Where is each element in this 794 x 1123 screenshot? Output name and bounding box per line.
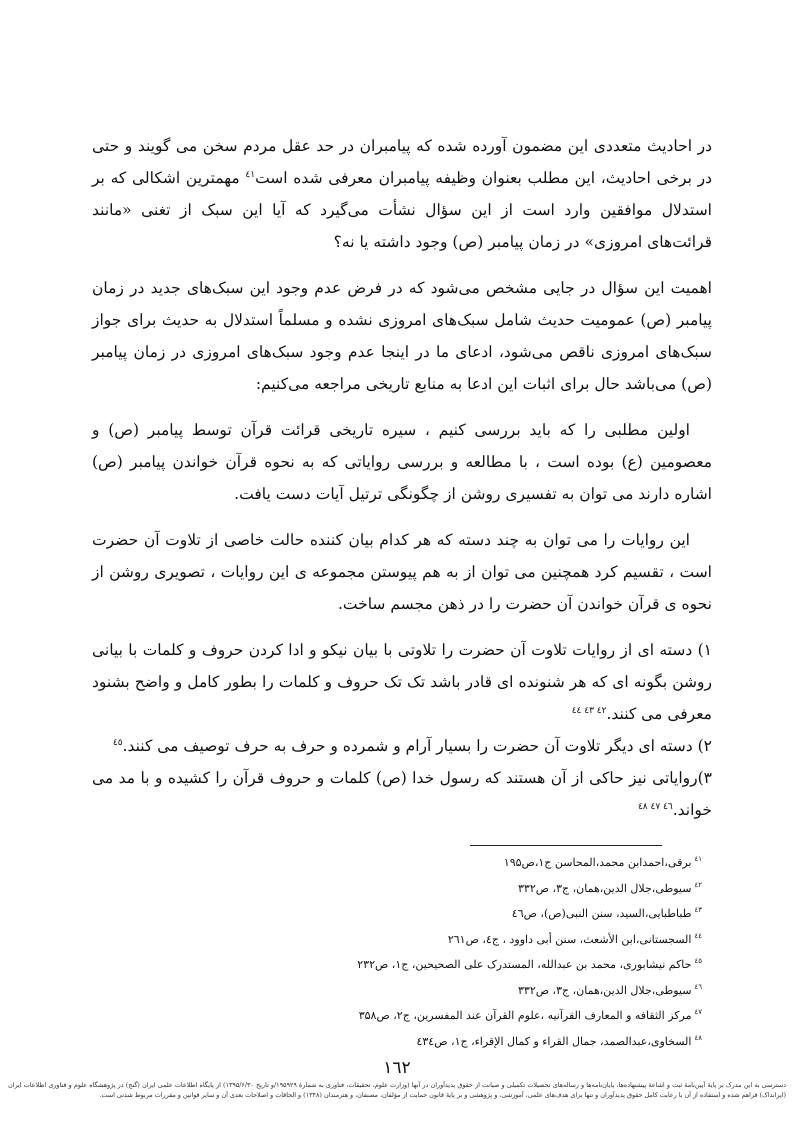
footnote: $^{٤٥}$حاکم نیشابوری، محمد بن عبدالله، المستدرک علی الصحیحین، ج۱، ص۲۳۲: [357, 957, 702, 971]
footnote: $^{٤٧}$مرکز الثقافه و المعارف القرآنیه ،علوم القرآن عند المفسرین، ج۲، ص۳۵۸: [358, 1008, 702, 1022]
footnote-number: ٤٧: [694, 1008, 702, 1017]
footnote-number: ٤٦: [694, 982, 702, 991]
footnote: $^{٤٦}$سیوطی،جلال الدین،همان، ج۳، ص۳۳۲: [518, 982, 702, 997]
footnote-ref[interactable]: ٤٥: [112, 737, 123, 748]
footnote: $^{٤٤}$السجستانی،ابن الأشعث، سنن أبی داوود ، ج٤، ص۲٦۱: [447, 931, 702, 946]
list-item: ٢) دسته ای دیگر تلاوت آن حضرت را بسیار آرام و شمرده و حرف به حرف توصیف می کنند.$^{٤٥}$: [112, 737, 712, 755]
footnote-ref[interactable]: ٤٦ ٤٧ ٤٨: [637, 801, 673, 812]
body-text: [92, 130, 712, 826]
footnotes: [357, 850, 702, 1054]
paragraph: این روایات را می توان به چند دسته که هر کدام بیان کننده حالت خاصی از تلاوت آن حضرت است ، تقسیم کرد همچنین می توان از به هم پیوستن مجموعه ی این روایات ، تصویری روشن از نحوه ی قرآن خواندن آن حضرت را در ذهن مجسم ساخت.: [92, 531, 712, 613]
footnote-number: ٤١: [694, 855, 702, 864]
footnote-number: ٤٢: [694, 880, 702, 889]
footnote-number: ٤٥: [694, 957, 702, 966]
footnote-ref[interactable]: ٤٢ ٤٣ ٤٤: [571, 705, 607, 716]
footnote: $^{٤١}$برقی،احمدابن محمد،المحاسن ج۱،ص۱۹۵: [503, 855, 702, 869]
footnote: $^{٤٣}$طباطبایی،السید، سنن النبی(ص)، ص٤٦: [511, 906, 702, 920]
paragraph: اهمیت این سؤال در جایی مشخص می‌شود که در فرض عدم وجود این سبک‌های جدید در زمان پیامبر (ص) عمومیت حدیث شامل سبک‌های امروزی نشده و مسلماً استدلال به حدیث برای جواز سبک‌های امروزی ناقص می‌شود، ادعای ما در اینجا عدم وجود سبک‌های امروزی در زمان پیامبر (ص) می‌باشد حال برای اثبات این ادعا به منابع تاریخی مراجعه می‌کنیم:: [92, 279, 712, 393]
footnote-ref[interactable]: ٤١: [245, 169, 256, 180]
list-item: ١) دسته ای از روایات تلاوت آن حضرت را تلاوتی با بیان نیکو و ادا کردن حروف و کلمات با بیانی روشن بگونه ای که هر شنونده ای قادر باشد تک تک حروف و کلمات را بطور کامل و واضح بشنود معرفی می کنند.$^{٤٢ ٤٣ ٤٤}$: [92, 641, 712, 723]
list-item: ٣)روایاتی نیز حاکی از آن هستند که رسول خدا (ص) کلمات و حروف قرآن را کشیده و با مد می خواند.$^{٤٦ ٤٧ ٤٨}$: [92, 769, 712, 819]
footnote: $^{٤٨}$السخاوی،عبدالصمد، جمال القراء و کمال الإقراء، ج۱، ص٤۳٤: [416, 1033, 702, 1048]
paragraph: در احادیث متعددی این مضمون آورده شده که پیامبران در حد عقل مردم سخن می گویند و حتی در برخی احادیث، این مطلب بعنوان وظیفه پیامبران معرفی شده است$^{٤١}$ مهمترین اشکالی که بر استدلال موافقین وارد است از این سؤال نشأت می‌گیرد که آیا این سبک از تغنی «مانند قرائت‌های امروزی» در زمان پیامبر (ص) وجود داشته یا نه؟: [92, 137, 712, 251]
paragraph: اولین مطلبی را که باید بررسی کنیم ، سیره تاریخی قرائت قرآن توسط پیامبر (ص) و معصومین (ع) بوده است ، با مطالعه و بررسی روایاتی که به نحوه قرآن خواندن پیامبر (ص) اشاره دارند می توان به تفسیری روشن از چگونگی ترتیل آیات دست یافت.: [92, 421, 712, 503]
footnote-divider: [470, 845, 662, 846]
footnote-number: ٤٤: [694, 931, 702, 940]
footnote-number: ٤٨: [694, 1033, 702, 1042]
footnote-number: ٤٣: [694, 906, 702, 915]
footnote: $^{٤٢}$سیوطی،جلال الدین،همان، ج۳، ص۳۳۲: [518, 880, 702, 895]
page-number: ۱٦۲: [383, 1058, 411, 1078]
repository-notice: دسترسی به این مدرک بر پایهٔ آیین‌نامهٔ ثبت و اشاعهٔ پیشنهاده‌ها، پایان‌نامه‌ها و رساله‌های تحصیلات تکمیلی و صیانت از حقوق پدیدآوران در آنها (وزارت علوم، تحقیقات، فناوری به شمارهٔ ۱۹۵۹۲۹/و تاریخ ۱۳۹۵/۶/۳۰) از پایگاه اطلاعات علمی ایران (گنج) در پژوهشگاه علوم و فناوری اطلاعات ایران (ایرانداک) فراهم شده و استفاده از آن با رعایت کامل حقوق پدیدآوران و تنها برای هدف‌های علمی، آموزشی، و پژوهشی و بر پایهٔ قانون حمایت از مؤلفان، مصنفان، و هنرمندان (۱۳۴۸) و الحاقات و اصلاحات بعدی آن و سایر قوانین و مقررات مربوط شدنی است.: [8, 1081, 786, 1099]
